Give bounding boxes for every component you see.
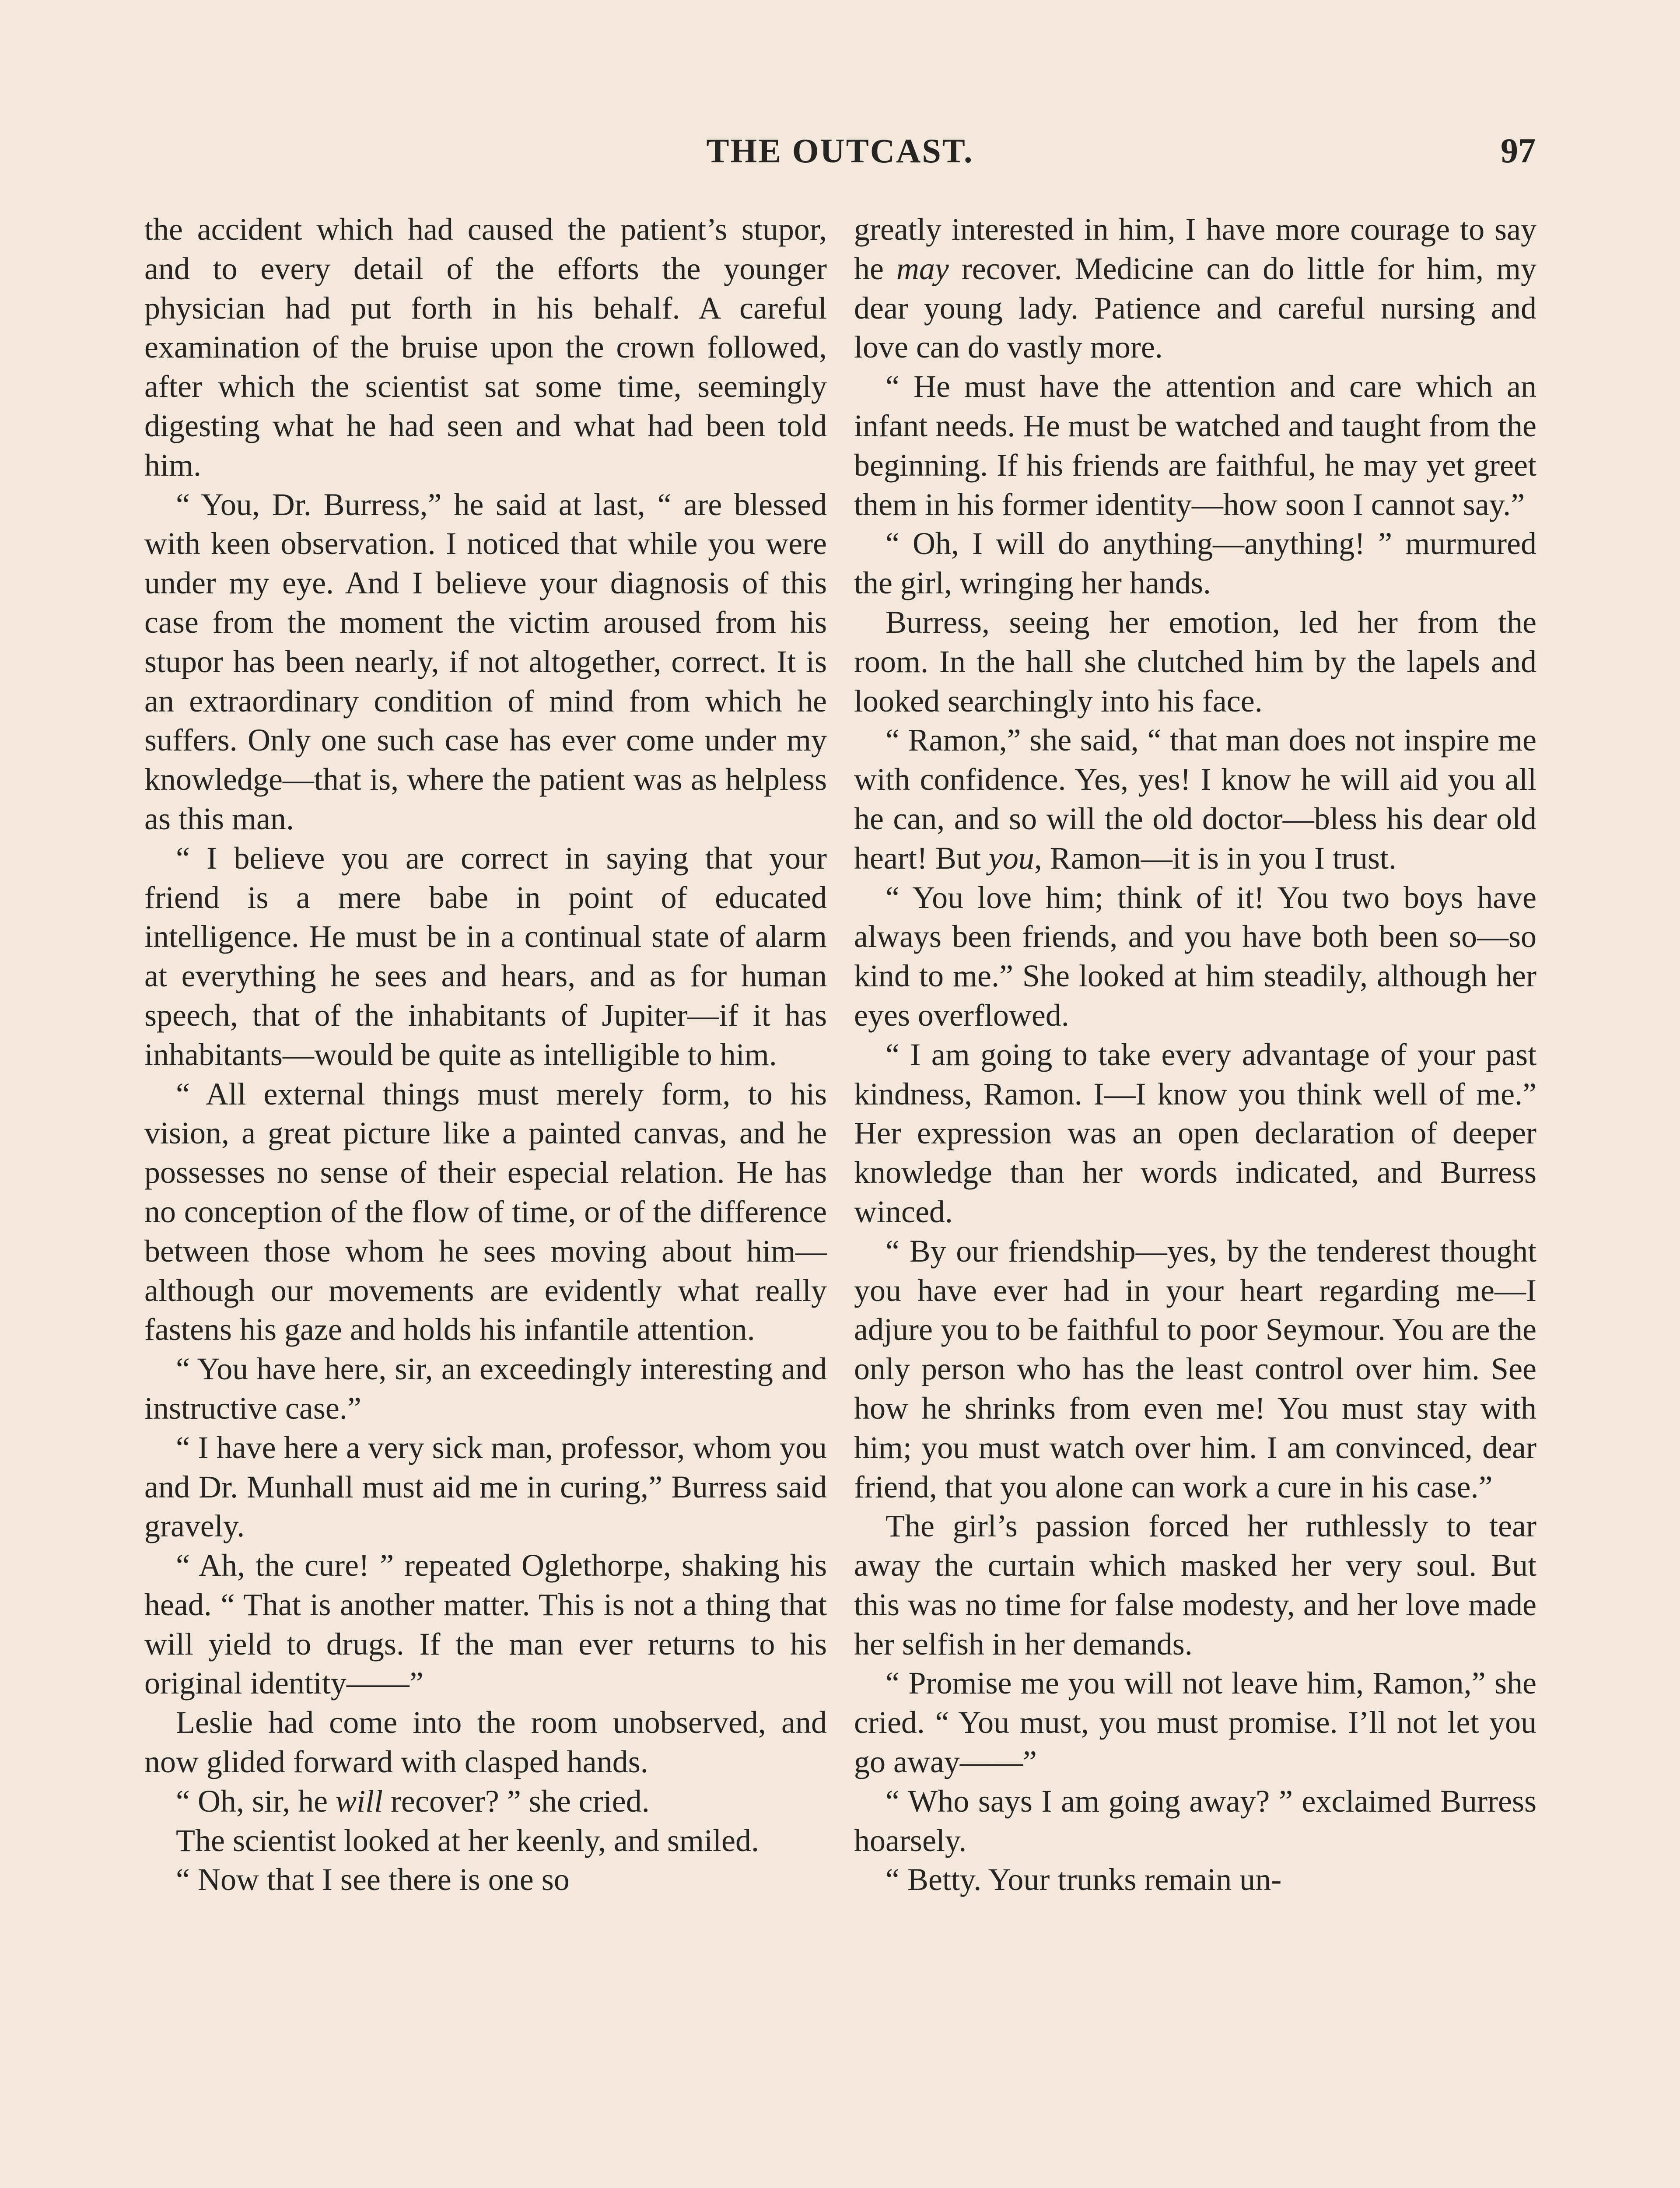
paragraph: “ I believe you are correct in saying that your friend is a mere babe in point of educated intelligence. He must be in a continual state of alarm at everything he sees and hears, and as for human speech, that of the inhabitants of Jupiter—if it has inhabitants—would be quite as intelligible to him. (144, 840, 827, 1072)
paragraph: “ Now that I see there is one so (176, 1862, 570, 1897)
right-column (854, 210, 1536, 1900)
paragraph: “ Who says I am going away? ” exclaimed Burress hoarsely. (854, 1783, 1536, 1858)
paragraph: “ He must have the attention and care which an infant needs. He must be watched and taught from the beginning. If his friends are faithful, he may yet greet them in his former identity—how soon I cannot say.” (854, 369, 1536, 522)
paragraph: “ You have here, sir, an exceedingly interesting and instructive case.” (144, 1351, 827, 1426)
paragraph: The girl’s passion forced her ruthlessly to tear away the curtain which masked her very soul. But this was no time for false modesty, and her love made her selfish in her demands. (854, 1508, 1536, 1662)
paragraph: Burress, seeing her emotion, led her from the room. In the hall she clutched him by the lapels and looked searchingly into his face. (854, 604, 1536, 719)
paragraph: “ You, Dr. Burress,” he said at last, “ are blessed with keen observation. I noticed that while you were under my eye. And I believe your diagnosis of this case from the moment the victim aroused from his stupor has been nearly, if not altogether, correct. It is an extraordinary condition of mind from which he suffers. Only one such case has ever come under my knowledge—that is, where the patient was as helpless as this man. (144, 487, 827, 836)
paragraph: “ I have here a very sick man, professor, whom you and Dr. Munhall must aid me in curing,” Burress said gravely. (144, 1430, 827, 1544)
paragraph: greatly interested in him, I have more courage to say he may recover. Medicine can do little for him, my dear young lady. Patience and careful nursing and love can do vastly more. (854, 212, 1536, 365)
page-header (144, 131, 1536, 179)
paragraph: “ You love him; think of it! You two boys have always been friends, and you have both been so—so kind to me.” She looked at him steadily, although her eyes overflowed. (854, 880, 1536, 1033)
paragraph: “ I am going to take every advantage of your past kindness, Ramon. I—I know you think well of me.” Her expression was an open declaration of deeper knowledge than her words indicated, and Burress winced. (854, 1037, 1536, 1229)
paragraph: “ Promise me you will not leave him, Ramon,” she cried. “ You must, you must promise. I’ll not let you go away——” (854, 1666, 1536, 1780)
paragraph: the accident which had caused the patient’s stupor, and to every detail of the efforts the younger physician had put forth in his behalf. A careful examination of the bruise upon the crown followed, after which the scientist sat some time, seemingly digesting what he had seen and what had been told him. (144, 212, 827, 483)
paragraph: “ Betty. Your trunks remain un- (886, 1862, 1282, 1897)
paragraph: “ By our friendship—yes, by the tenderest thought you have ever had in your heart regarding me—I adjure you to be faithful to poor Seymour. You are the only person who has the least control over him. See how he shrinks from even me! You must stay with him; you must watch over him. I am convinced, dear friend, that you alone can work a cure in his case.” (854, 1233, 1536, 1504)
paragraph: “ Oh, I will do anything—anything! ” murmured the girl, wringing her hands. (854, 526, 1536, 601)
paragraph: “ All external things must merely form, to his vision, a great picture like a painted canvas, and he possesses no sense of their especial relation. He has no conception of the flow of time, or of the difference between those whom he sees moving about him—although our movements are evidently what really fastens his gaze and holds his infantile attention. (144, 1076, 827, 1347)
paragraph: “ Oh, sir, he will recover? ” she cried. (176, 1783, 650, 1819)
page-number: 97 (1501, 132, 1536, 170)
left-column (144, 210, 827, 1900)
running-title: THE OUTCAST. (706, 132, 974, 170)
paragraph: The scientist looked at her keenly, and smiled. (176, 1823, 759, 1858)
paragraph: “ Ramon,” she said, “ that man does not inspire me with confidence. Yes, yes! I know he will aid you all he can, and so will the old doctor—bless his dear old heart! But you, Ramon—it is in you I trust. (854, 722, 1536, 876)
paragraph: Leslie had come into the room unobserved, and now glided forward with clasped hands. (144, 1705, 827, 1780)
paragraph: “ Ah, the cure! ” repeated Oglethorpe, shaking his head. “ That is another matter. This is not a thing that will yield to drugs. If the man ever returns to his original identity——” (144, 1548, 827, 1701)
